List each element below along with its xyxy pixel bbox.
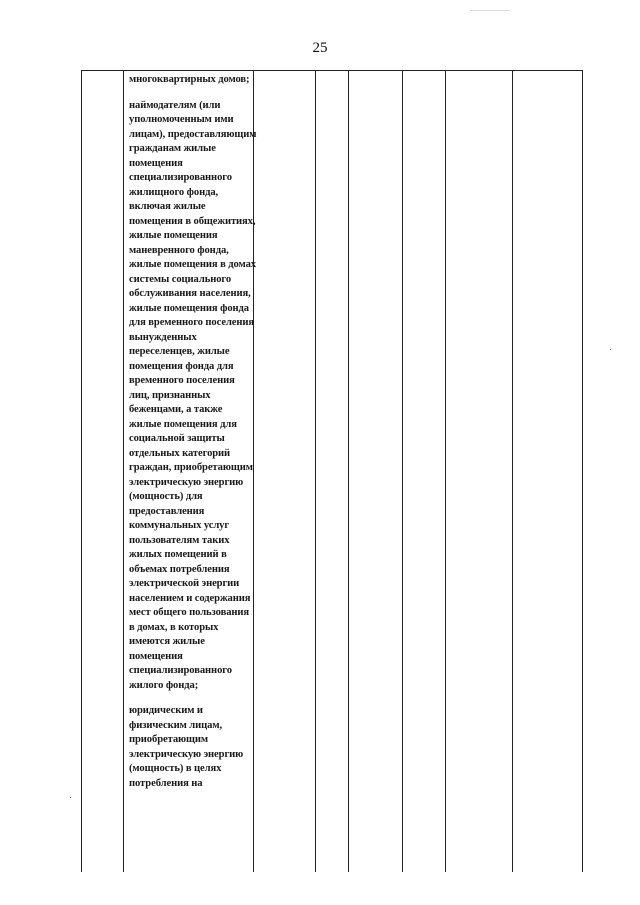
column-divider xyxy=(348,71,349,872)
scan-speck xyxy=(470,10,510,11)
description-cell xyxy=(129,73,257,802)
paragraph-landlords: наймодателям (или уполномоченным ими лицам), предоставляющим гражданам жилые помещения специализированного жилищного фонда, включая жилые помещения в общежитиях, жилые помещения маневренного фонда, жилые помещения в домах системы социального обслуживания населения, жилые помещения фонда для временного поселения вынужденных переселенцев, жилые помещения фонда для временного поселения лиц, признанных беженцами, а также жилые помещения для социальной защиты отдельных категорий граждан, приобретающим электрическую энергию (мощность) для предоставления коммунальных услуг пользователям таких жилых помещений в объемах потребления электрической энергии населением и содержания мест общего пользования в домах, в которых имеются жилые помещения специализированного жилого фонда; xyxy=(129,99,257,691)
column-divider xyxy=(512,71,513,872)
paragraph-apartment-buildings: многоквартирных домов; xyxy=(129,74,250,85)
document-table xyxy=(81,70,583,872)
scan-speck xyxy=(70,797,71,798)
column-divider xyxy=(123,71,124,872)
column-divider xyxy=(445,71,446,872)
paragraph-legal-entities: юридическим и физическим лицам, приобретающим электрическую энергию (мощность) в целях потребления на xyxy=(129,705,244,789)
column-divider xyxy=(315,71,316,872)
page-number: 25 xyxy=(312,40,328,56)
scan-speck xyxy=(610,349,611,350)
column-divider xyxy=(402,71,403,872)
